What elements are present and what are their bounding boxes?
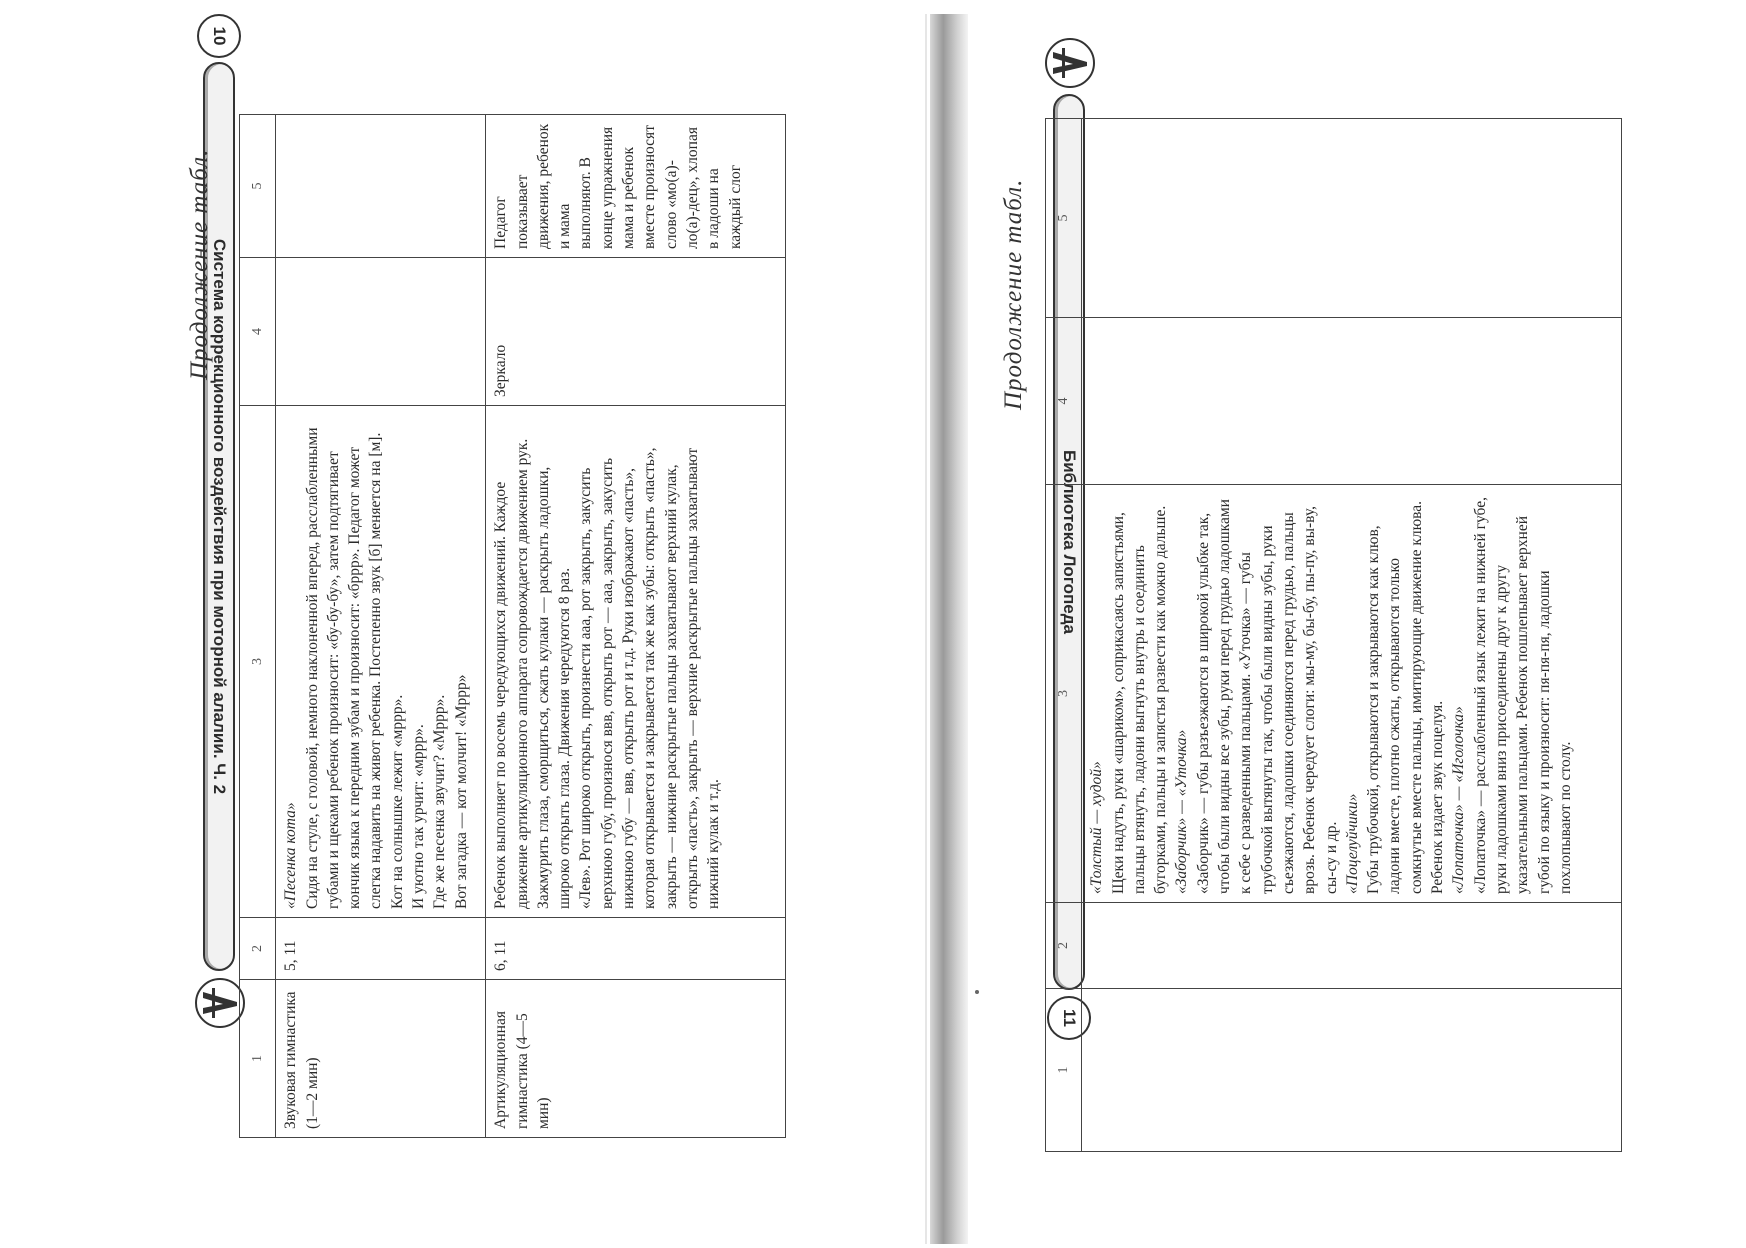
exercise-title: «Песенка кота» (282, 802, 300, 909)
table-header-row (1046, 119, 1082, 1152)
activity-name: Артикуляционная гимнастика (4—5 мин) (486, 980, 786, 1138)
activity-description (1082, 485, 1622, 903)
right-page (988, 90, 1678, 1200)
exercise-text: «Заборчик» — губы разъезжаются в широкой улыбке так, чтобы были видны все зубы, руки перед грудью ладошками к себе с разведенными пальцами. «Уточка» — губы трубочкой вытянуты так, чтобы были видны зубы, руки съезжаются, ладошки соединяются перед грудью, пальцы врозь. Ребенок чередует слоги: мы-му, бы-бу, пы-пу, вы-ву, сы-су и др. (1194, 499, 1340, 894)
continuation-label: Продолжение табл. (186, 148, 213, 380)
page-number-right: 11 (1047, 996, 1091, 1040)
print-speck (975, 990, 979, 994)
column-header: 3 (1046, 485, 1082, 903)
notes (276, 115, 486, 258)
column-header: 4 (1046, 318, 1082, 485)
activity-description (486, 406, 786, 918)
exercise-text: «Лев». Рот широко открыть, произнести ааа, рот закрыть, закусить верхнюю губу, произнося ввв, открыть рот — ааа, закрыть, закусить нижнюю губу — ввв, открыть рот и т.д. Руки изображают «пасть», которая открывается и закрывается так же как зубы: открыть «пасть», закрыть — нижние раскрытые пальцы захватывают верхний кулак, открыть «пасть», закрыть — верхние раскрытые пальцы захватывают нижний кулак и т.д. (577, 447, 723, 909)
exercise-table-right (1045, 118, 1622, 1152)
reference-numbers (1082, 903, 1622, 989)
table-row (486, 115, 786, 1138)
book-spine-shadow (930, 14, 968, 1244)
activity-name (1082, 989, 1622, 1152)
column-header: 5 (240, 115, 276, 258)
equipment: Зеркало (486, 258, 786, 406)
exercise-text: «Лопаточка» — расслабленный язык лежит на нижней губе, руки ладошками вниз присоединены друг к другу указательными пальцами. Ребенок пошлепывает верхней губой по языку и произносит: пя-пя-пя, ладошки похлопывают по столу. (1471, 497, 1574, 894)
exercise-text: Сидя на стуле, с головой, немного наклоненной вперед, расслабленными губами и щеками ребенок произносит: «бу-бу-бу», затем подтягивает кончик языка к передним зубам и произносит: «бррр». Педагог может слегка надавить на живот ребенка. Постепенно звук [б] меняется на [м]. (303, 427, 385, 909)
equipment (1082, 318, 1622, 485)
table-row (276, 115, 486, 1138)
right-header-title: Библиотека Логопеда (1053, 94, 1085, 990)
column-header: 1 (1046, 989, 1082, 1152)
column-header: 5 (1046, 119, 1082, 318)
activity-name: Звуковая гимнастика (1—2 мин) (276, 980, 486, 1138)
left-header-title: Система коррекционного воздействия при моторной алалии. Ч. 2 (203, 62, 235, 971)
table-row (1082, 119, 1622, 1152)
notes: Педагог показывает движения, ребенок и мама выполняют. В конце упражнения мама и ребенок вместе произносят слово «мо(а)-ло(а)-дец», хлопая в ладоши на каждый слог (486, 115, 786, 258)
exercise-text: Щеки надуть, руки «шариком», соприкасаясь запястьями, пальцы втянуть, ладони выгнуть внутрь и соединить бугорками, пальцы и запястья развести как можно дальше. (1109, 505, 1170, 894)
column-header: 2 (1046, 903, 1082, 989)
exercise-text: Ребенок выполняет по восемь чередующихся движений. Каждое движение артикуляционного аппарата сопровождается движением рук. (492, 438, 531, 909)
book-logo-icon (1045, 38, 1095, 88)
exercise-text: Губы трубочкой, открываются и закрываются как клюв, ладони вместе, плотно сжаты, открываются только сомкнутые вместе пальцы, имитирующие движение клюва. Ребенок издает звук поцелуя. (1365, 500, 1447, 894)
exercise-title: «Поцелуйчики» (1343, 793, 1361, 894)
poem-line: Кот на солнышке лежит «мррр». (388, 694, 406, 909)
exercise-table-left (239, 114, 786, 1138)
page-edge (925, 14, 927, 1244)
exercise-title: «Заборчик» — «Уточка» (1173, 729, 1191, 894)
continuation-label: Продолжение табл. (1000, 178, 1027, 410)
reference-numbers: 6, 11 (486, 918, 786, 980)
page-number-left: 10 (197, 14, 241, 58)
activity-description (276, 406, 486, 918)
left-page (184, 80, 844, 1190)
column-header: 2 (240, 918, 276, 980)
column-header: 3 (240, 406, 276, 918)
notes (1082, 119, 1622, 318)
column-header: 1 (240, 980, 276, 1138)
poem-line: Где же песенка звучит? «Мррр». (431, 694, 449, 909)
exercise-text: Зажмурить глаза, сморщиться, сжать кулаки — раскрыть ладошки, широко открыть глаза. Движения чередуются 8 раз. (534, 466, 574, 909)
poem-line: И уютно так урчит: «мррр». (410, 724, 428, 909)
column-header: 4 (240, 258, 276, 406)
reference-numbers: 5, 11 (276, 918, 486, 980)
poem-line: Вот загадка — кот молчит! «Мррр» (452, 674, 470, 909)
equipment (276, 258, 486, 406)
exercise-title: «Лопаточка» — «Иголочка» (1450, 706, 1468, 894)
exercise-title: «Толстый — худой» (1088, 761, 1106, 894)
table-header-row (240, 115, 276, 1138)
